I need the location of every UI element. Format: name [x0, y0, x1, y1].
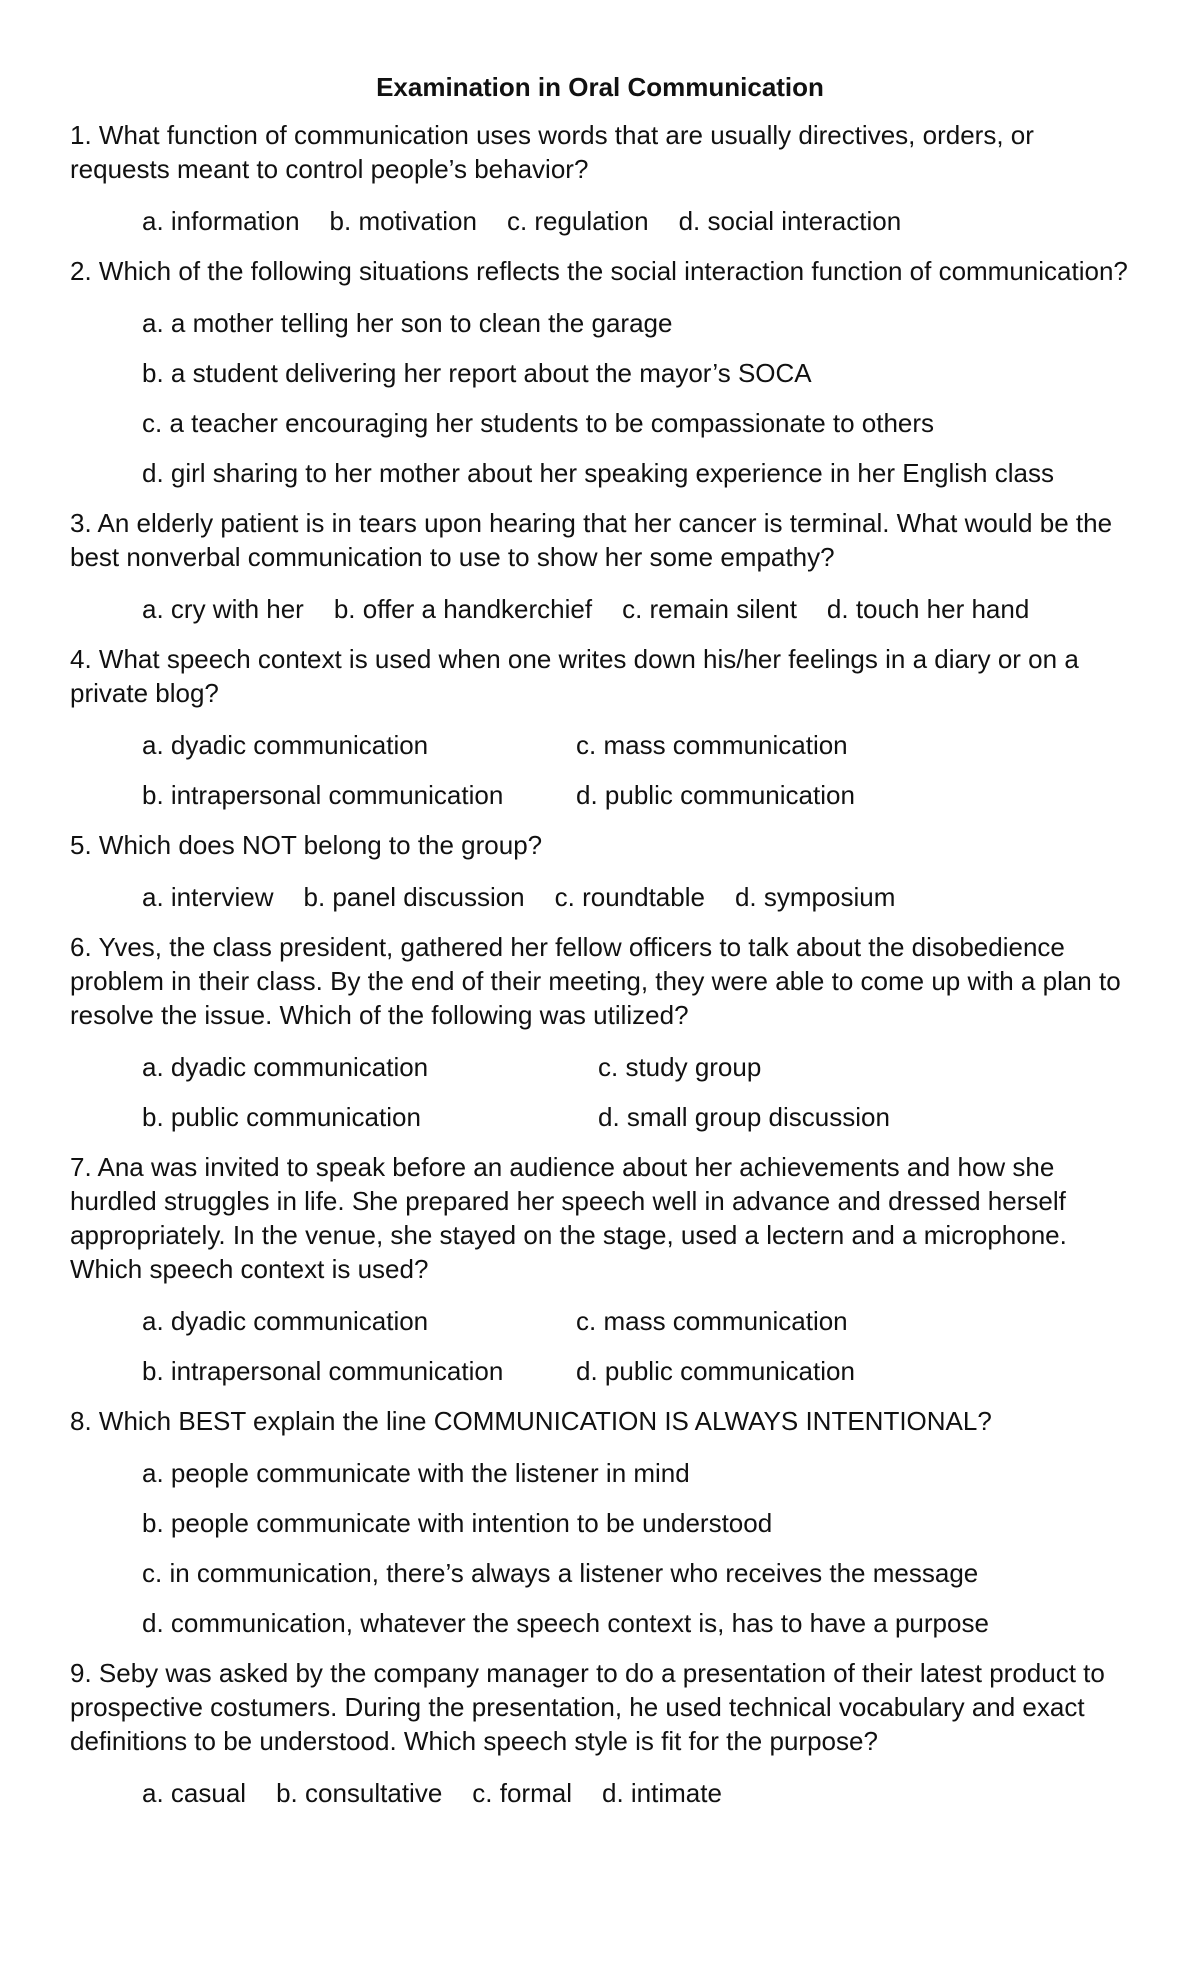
question-9	[70, 1656, 1130, 1810]
option-d: d. touch her hand	[826, 594, 1030, 624]
question-text: 7. Ana was invited to speak before an audience about her achievements and how she hurdled struggles in life. She prepared her speech well in advance and dressed herself appropriately. In the venue, she stayed on the stage, used a lectern and a microphone. Which speech context is used?	[70, 1152, 1067, 1284]
option-d: d. public communication	[576, 1356, 855, 1386]
option-a: a. interview	[142, 882, 274, 912]
option-a: a. casual	[142, 1778, 247, 1808]
option-d: d. public communication	[576, 780, 855, 810]
option-d: d. communication, whatever the speech context is, has to have a purpose	[142, 1608, 989, 1638]
option-d: d. symposium	[734, 882, 896, 912]
option-b: b. motivation	[329, 206, 477, 236]
option-c: c. study group	[598, 1052, 762, 1082]
option-b: b. consultative	[276, 1778, 443, 1808]
option-c: c. roundtable	[554, 882, 705, 912]
option-c: c. in communication, there’s always a listener who receives the message	[142, 1558, 979, 1588]
option-b: b. offer a handkerchief	[333, 594, 593, 624]
option-c: c. remain silent	[622, 594, 797, 624]
question-1	[70, 118, 1130, 238]
option-d: d. intimate	[601, 1778, 722, 1808]
option-a: a. dyadic communication	[142, 1306, 429, 1336]
options-grid	[142, 728, 1130, 812]
option-b: b. panel discussion	[303, 882, 525, 912]
options-grid	[142, 1304, 1130, 1388]
exam-title: Examination in Oral Communication	[376, 72, 824, 102]
question-text: 9. Seby was asked by the company manager to do a presentation of their latest product to prospective costumers. During the presentation, he used technical vocabulary and exact definitions to be understood. Which speech style is fit for the purpose?	[70, 1658, 1105, 1756]
question-6	[70, 930, 1130, 1134]
question-text: 3. An elderly patient is in tears upon hearing that her cancer is terminal. What would be the best nonverbal communication to use to show her some empathy?	[70, 508, 1113, 572]
question-text: 5. Which does NOT belong to the group?	[70, 830, 543, 860]
options-row	[142, 204, 1130, 238]
question-5	[70, 828, 1130, 914]
options-row	[142, 880, 1130, 914]
option-c: c. formal	[472, 1778, 572, 1808]
option-b: b. public communication	[142, 1102, 421, 1132]
option-c: c. a teacher encouraging her students to be compassionate to others	[142, 408, 935, 438]
option-a: a. information	[142, 206, 300, 236]
option-a: a. a mother telling her son to clean the garage	[142, 308, 673, 338]
options-row	[142, 592, 1130, 626]
options-list	[142, 1456, 1130, 1640]
option-a: a. cry with her	[142, 594, 304, 624]
question-3	[70, 506, 1130, 626]
question-text: 6. Yves, the class president, gathered her fellow officers to talk about the disobedience problem in their class. By the end of their meeting, they were able to come up with a plan to resolve the issue. Which of the following was utilized?	[70, 932, 1121, 1030]
option-c: c. regulation	[506, 206, 649, 236]
question-text: 8. Which BEST explain the line COMMUNICATION IS ALWAYS INTENTIONAL?	[70, 1406, 992, 1436]
options-list	[142, 306, 1130, 490]
question-2	[70, 254, 1130, 490]
option-a: a. dyadic communication	[142, 730, 429, 760]
option-b: b. people communicate with intention to be understood	[142, 1508, 773, 1538]
option-a: a. dyadic communication	[142, 1052, 429, 1082]
option-d: d. social interaction	[678, 206, 902, 236]
option-c: c. mass communication	[576, 730, 848, 760]
question-text: 1. What function of communication uses words that are usually directives, orders, or requests meant to control people’s behavior?	[70, 120, 1034, 184]
question-8	[70, 1404, 1130, 1640]
options-grid	[142, 1050, 1130, 1134]
question-7	[70, 1150, 1130, 1388]
option-a: a. people communicate with the listener in mind	[142, 1458, 690, 1488]
question-text: 4. What speech context is used when one writes down his/her feelings in a diary or on a private blog?	[70, 644, 1079, 708]
option-d: d. small group discussion	[598, 1102, 890, 1132]
option-b: b. intrapersonal communication	[142, 780, 504, 810]
question-4	[70, 642, 1130, 812]
option-b: b. intrapersonal communication	[142, 1356, 504, 1386]
option-c: c. mass communication	[576, 1306, 848, 1336]
option-b: b. a student delivering her report about the mayor’s SOCA	[142, 358, 812, 388]
option-d: d. girl sharing to her mother about her speaking experience in her English class	[142, 458, 1054, 488]
options-row	[142, 1776, 1130, 1810]
question-text: 2. Which of the following situations reflects the social interaction function of communication?	[70, 256, 1128, 286]
